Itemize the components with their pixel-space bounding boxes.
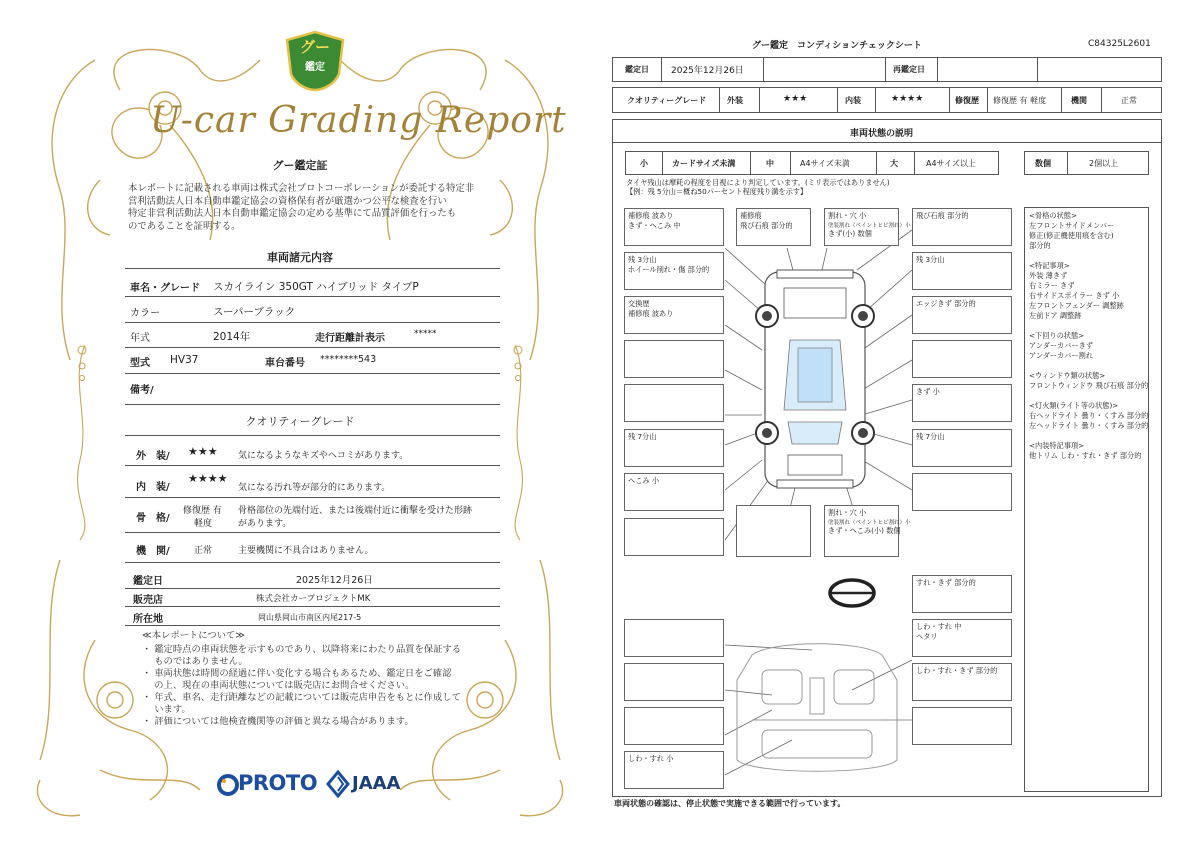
damage-box-tire-rear-left	[624, 429, 724, 467]
notes-list	[142, 644, 502, 728]
name-value: スカイライン 350GT ハイブリッド タイプP	[213, 281, 419, 293]
jaaa-logo-icon	[326, 770, 350, 798]
summary-line: 左ヘッドライト 曇り・くすみ 部分的	[1029, 421, 1149, 430]
interior-box-rear-seat	[624, 751, 724, 789]
spec-heading: 車両諸元内容	[267, 251, 333, 264]
summary-line	[1029, 391, 1144, 401]
damage-note: 飛び石痕 部分的	[740, 221, 793, 230]
size-large: 大	[890, 159, 898, 168]
repair-value: 修復歴 有 軽度	[993, 96, 1047, 105]
divider	[125, 606, 500, 607]
engine-grade: 正常	[194, 546, 213, 556]
damage-note: 残 7分山	[916, 432, 945, 441]
sheet-code: C84325L2601	[1088, 39, 1151, 49]
damage-note: 割れ・穴 小	[828, 508, 867, 517]
summary-line	[1029, 431, 1144, 441]
summary-line: <骨格の状態>	[1029, 211, 1077, 220]
summary-line: 外装 薄きず	[1029, 271, 1068, 280]
note-line: ・ 鑑定時点の車両状態を示すものであり、以降将来にわたり品質を保証する	[142, 644, 462, 655]
summary-line: 左フロントフェンダー 調整跡	[1029, 301, 1124, 310]
cell-divider	[1061, 88, 1062, 112]
divider	[125, 588, 500, 589]
interior-box-steering	[912, 575, 1012, 613]
damage-note: ホイール削れ・傷 部分的	[628, 265, 710, 274]
note-line: ・ 車両状態は時間の経過に伴い変化する場合もあるため、鑑定日をご確認	[142, 668, 452, 679]
tire-example: 【例：残 5分山＝概ね50パーセント程度残り溝を示す】	[626, 187, 808, 196]
grade-label: クオリティーグレード	[627, 96, 707, 105]
shop-value: 株式会社カープロジェクトMK	[256, 594, 371, 604]
interior-box-driver-seat	[912, 619, 1012, 657]
interior-box-passenger-seat	[624, 663, 724, 701]
date-label: 鑑定日	[133, 576, 163, 587]
jaaa-logo-text: JAAA	[352, 773, 401, 794]
shop-label: 販売店	[133, 595, 163, 606]
summary-line: <下回りの状態>	[1029, 331, 1085, 340]
note-line: います。	[142, 704, 191, 715]
damage-box-windshield	[912, 208, 1012, 246]
badge-top-text: グー	[299, 38, 330, 56]
count-legend	[1024, 151, 1149, 175]
frame-desc-2: があります。	[238, 519, 292, 529]
note-line: ・ 年式、車名、走行距離などの記載については販売店申告をもとに作成して	[142, 692, 461, 703]
address-value: 岡山県岡山市南区内尾217-5	[258, 613, 362, 622]
cell-divider	[661, 58, 662, 81]
model-value: HV37	[170, 354, 199, 366]
damage-note: きず 小	[916, 387, 940, 396]
note-line: ・ 評価については他検査機関等の評価と異なる場合があります。	[142, 716, 414, 727]
condition-summary	[1024, 207, 1149, 792]
divider	[612, 142, 1162, 143]
damage-note: 交換歴	[628, 299, 650, 308]
damage-box-trunk	[736, 505, 811, 557]
exterior-label: 外 装/	[136, 451, 170, 462]
damage-box-tire-front-right	[912, 252, 1012, 290]
cell-divider	[662, 152, 663, 174]
summary-line: <ウィンドウ類の状態>	[1029, 371, 1106, 380]
divider	[125, 347, 500, 348]
cell-divider	[1067, 152, 1068, 174]
damage-box-rear-left	[624, 473, 724, 511]
interior-desc: 気になる汚れ等が部分的にあります。	[238, 483, 391, 493]
year-label: 年式	[130, 333, 150, 344]
summary-line: フロントウィンドウ 飛び石痕 部分的	[1029, 381, 1149, 390]
intro-line: 特定非営利活動法人日本自動車鑑定協会の定める基準にて品質評価を行ったも	[128, 208, 457, 219]
damage-box-right-rear-door	[912, 384, 1012, 422]
engine-desc: 主要機関に不具合はありません。	[238, 546, 374, 556]
engine-label-sheet: 機関	[1071, 96, 1087, 105]
cell-divider	[876, 152, 877, 174]
exterior-grade: ★★★	[188, 445, 218, 458]
damage-box-right-door	[912, 340, 1012, 378]
frame-desc: 骨格部位の先端付近、または後端付近に衝撃を受けた形跡	[238, 506, 473, 516]
cell-divider	[885, 58, 886, 81]
damage-note: きず・へこみ(小) 数個	[828, 526, 901, 535]
damage-box-right-fender	[912, 296, 1012, 334]
sheet-date-value: 2025年12月26日	[671, 66, 744, 76]
chassis-value: ********543	[320, 354, 377, 365]
damage-note: ヘタリ	[916, 632, 938, 641]
sheet-date-label: 鑑定日	[625, 65, 649, 74]
summary-line	[1029, 251, 1144, 261]
interior-box-dashboard	[624, 619, 724, 657]
intro-line: 営利活動法人日本自動車鑑定協会の資格保有者が厳選かつ公平な検査を行い	[128, 195, 447, 207]
divider	[125, 373, 500, 374]
damage-note: 塗装割れ（ペイントヒビ割れ）小	[828, 223, 911, 229]
mileage-value: *****	[414, 329, 437, 339]
damage-note: 残 3分山	[916, 255, 945, 264]
date-value: 2025年12月26日	[296, 575, 373, 586]
damage-box-rear-bumper-left	[624, 518, 724, 556]
tire-note: タイヤ残山は摩耗の程度を目視により判定しています。(ミリ表示ではありません)	[626, 178, 890, 187]
badge-bottom-text: 鑑定	[305, 62, 325, 73]
cell-divider	[949, 88, 950, 112]
damage-note: 補修痕	[740, 211, 762, 220]
reinspection-label: 再鑑定日	[893, 65, 925, 74]
damage-box-tire-rear-right	[912, 429, 1012, 467]
damage-box-rear-right	[912, 473, 1012, 511]
damage-note: 残 7分山	[628, 432, 657, 441]
engine-value-sheet: 正常	[1121, 96, 1137, 105]
interior-box-trim-right	[912, 663, 1012, 701]
model-label: 型式	[130, 358, 150, 369]
divider	[125, 404, 500, 405]
int-label: 内装	[845, 96, 861, 105]
damage-box-hood-left	[736, 208, 811, 246]
color-label: カラー	[130, 308, 160, 319]
repair-label: 修復歴	[955, 96, 979, 105]
intro-paragraph	[128, 183, 508, 233]
count-value: 2個以上	[1089, 159, 1119, 168]
report-title: U-car Grading Report	[150, 100, 567, 141]
damage-note: きず・へこみ 中	[628, 221, 681, 230]
damage-note: しわ・すれ 中	[916, 622, 962, 631]
cell-divider	[914, 152, 915, 174]
summary-line: 左前ドア 調整跡	[1029, 311, 1082, 320]
damage-note: 残 3分山	[628, 255, 657, 264]
damage-note: 補修痕 波あり	[628, 211, 674, 220]
damage-note: へこみ 小	[628, 476, 660, 485]
damage-note: 飛び石痕 部分的	[916, 211, 969, 220]
summary-line: <灯火類(ライト等の状態)>	[1029, 401, 1119, 410]
cell-divider	[937, 58, 938, 81]
damage-box-left-fender	[624, 296, 724, 334]
divider	[125, 322, 500, 323]
divider	[125, 296, 500, 297]
summary-line: 右ミラー きず	[1029, 281, 1075, 290]
exterior-desc: 気になるようなキズやヘコミがあります。	[238, 451, 409, 461]
interior-label: 内 装/	[136, 482, 170, 493]
address-label: 所在地	[133, 614, 163, 625]
divider	[125, 465, 500, 466]
interior-box-rear-left	[624, 707, 724, 745]
damage-note: 塗装割れ（ペイントヒビ割れ）小	[828, 520, 911, 526]
divider	[125, 435, 500, 436]
damage-note: 割れ・穴 小	[828, 211, 867, 220]
mileage-label: 走行距離計表示	[315, 333, 385, 344]
summary-line: 右サイドスポイラー きず 小	[1029, 291, 1120, 300]
divider	[125, 532, 500, 533]
summary-line: <特記事項>	[1029, 261, 1070, 270]
damage-box-tire-front-left	[624, 252, 724, 290]
interior-grade: ★★★★	[188, 472, 228, 485]
intro-line: 本レポートに記載される車両は株式会社プロトコーポレーションが委託する特定非	[128, 183, 475, 194]
cell-divider	[987, 88, 988, 112]
grade-row	[612, 87, 1162, 113]
notes-title: ≪本レポートについて≫	[142, 630, 245, 641]
damage-box-front-left	[624, 208, 724, 246]
divider	[125, 625, 500, 626]
description-heading: 車両状態の説明	[850, 129, 914, 139]
cell-divider	[1101, 88, 1102, 112]
proto-logo-text: PROTO	[238, 771, 318, 795]
summary-line: <内装特記事項>	[1029, 441, 1085, 450]
damage-box-left-rear-door	[624, 384, 724, 422]
remarks-label: 備考/	[130, 385, 154, 396]
frame-grade-2: 軽度	[194, 519, 213, 529]
summary-line: アンダーカバーきず	[1029, 341, 1093, 350]
cell-divider	[719, 88, 720, 112]
damage-box-rear-bumper	[824, 505, 911, 557]
engine-label: 機 関/	[136, 546, 170, 557]
size-medium-desc: A4サイズ未満	[800, 159, 850, 168]
summary-line: 右ヘッドライト 曇り・くすみ 部分的	[1029, 411, 1149, 420]
summary-line: 修正(修正機使用痕を含む)	[1029, 231, 1114, 240]
interior-box-rear-right	[912, 707, 1012, 745]
cell-divider	[750, 152, 751, 174]
summary-line: 部分的	[1029, 241, 1051, 250]
frame-grade: 修復歴 有	[183, 506, 222, 516]
frame-label: 骨 格/	[136, 513, 170, 524]
int-value: ★★★★	[891, 94, 924, 104]
ext-label: 外装	[727, 96, 743, 105]
divider	[125, 268, 500, 269]
summary-line: アンダーカバー割れ	[1029, 351, 1093, 360]
chassis-label: 車台番号	[265, 358, 305, 369]
cell-divider	[875, 88, 876, 112]
count-label: 数個	[1035, 159, 1051, 168]
note-line: の上、現在の車両状態については販売店にお問合せください。	[142, 680, 415, 691]
damage-note: きず(小) 数個	[828, 229, 872, 238]
cell-divider	[790, 152, 791, 174]
cell-divider	[759, 88, 760, 112]
note-line: ものではありません。	[142, 656, 248, 667]
color-value: スーパーブラック	[213, 306, 296, 318]
certificate-subtitle: グー鑑定証	[272, 159, 328, 172]
size-small: 小	[640, 159, 648, 168]
summary-line	[1029, 321, 1144, 331]
cell-divider	[1037, 58, 1038, 81]
sheet-title: グー鑑定 コンディションチェックシート	[752, 41, 922, 51]
damage-note: しわ・すれ・きず 部分的	[916, 666, 998, 675]
cell-divider	[837, 88, 838, 112]
summary-line: 他トリム しわ・すれ・きず 部分的	[1029, 451, 1142, 460]
size-legend	[625, 151, 999, 175]
damage-note: エッジきず 部分的	[916, 299, 976, 308]
year-value: 2014年	[213, 331, 251, 343]
ext-value: ★★★	[783, 94, 808, 104]
damage-box-front-bumper	[824, 208, 911, 246]
damage-note: しわ・すれ 小	[628, 754, 674, 763]
size-small-desc: カードサイズ未満	[672, 159, 736, 168]
name-label: 車名・グレード	[130, 283, 200, 294]
damage-note: すれ・きず 部分的	[916, 578, 976, 587]
damage-box-left-door	[624, 340, 724, 378]
damage-note: 補修痕 波あり	[628, 309, 674, 318]
size-large-desc: A4サイズ以上	[926, 159, 976, 168]
divider	[125, 562, 500, 563]
divider	[125, 497, 500, 498]
quality-heading: クオリティーグレード	[245, 415, 355, 428]
cell-divider	[763, 58, 764, 81]
summary-line: 左フロントサイドメンバー	[1029, 221, 1115, 230]
date-row	[612, 57, 1162, 82]
summary-line	[1029, 361, 1144, 371]
sheet-footer-note: 車両状態の確認は、停止状態で実施できる範囲で行っています。	[614, 799, 846, 808]
size-medium: 中	[766, 159, 774, 168]
intro-line: のであることを証明する。	[128, 220, 241, 232]
